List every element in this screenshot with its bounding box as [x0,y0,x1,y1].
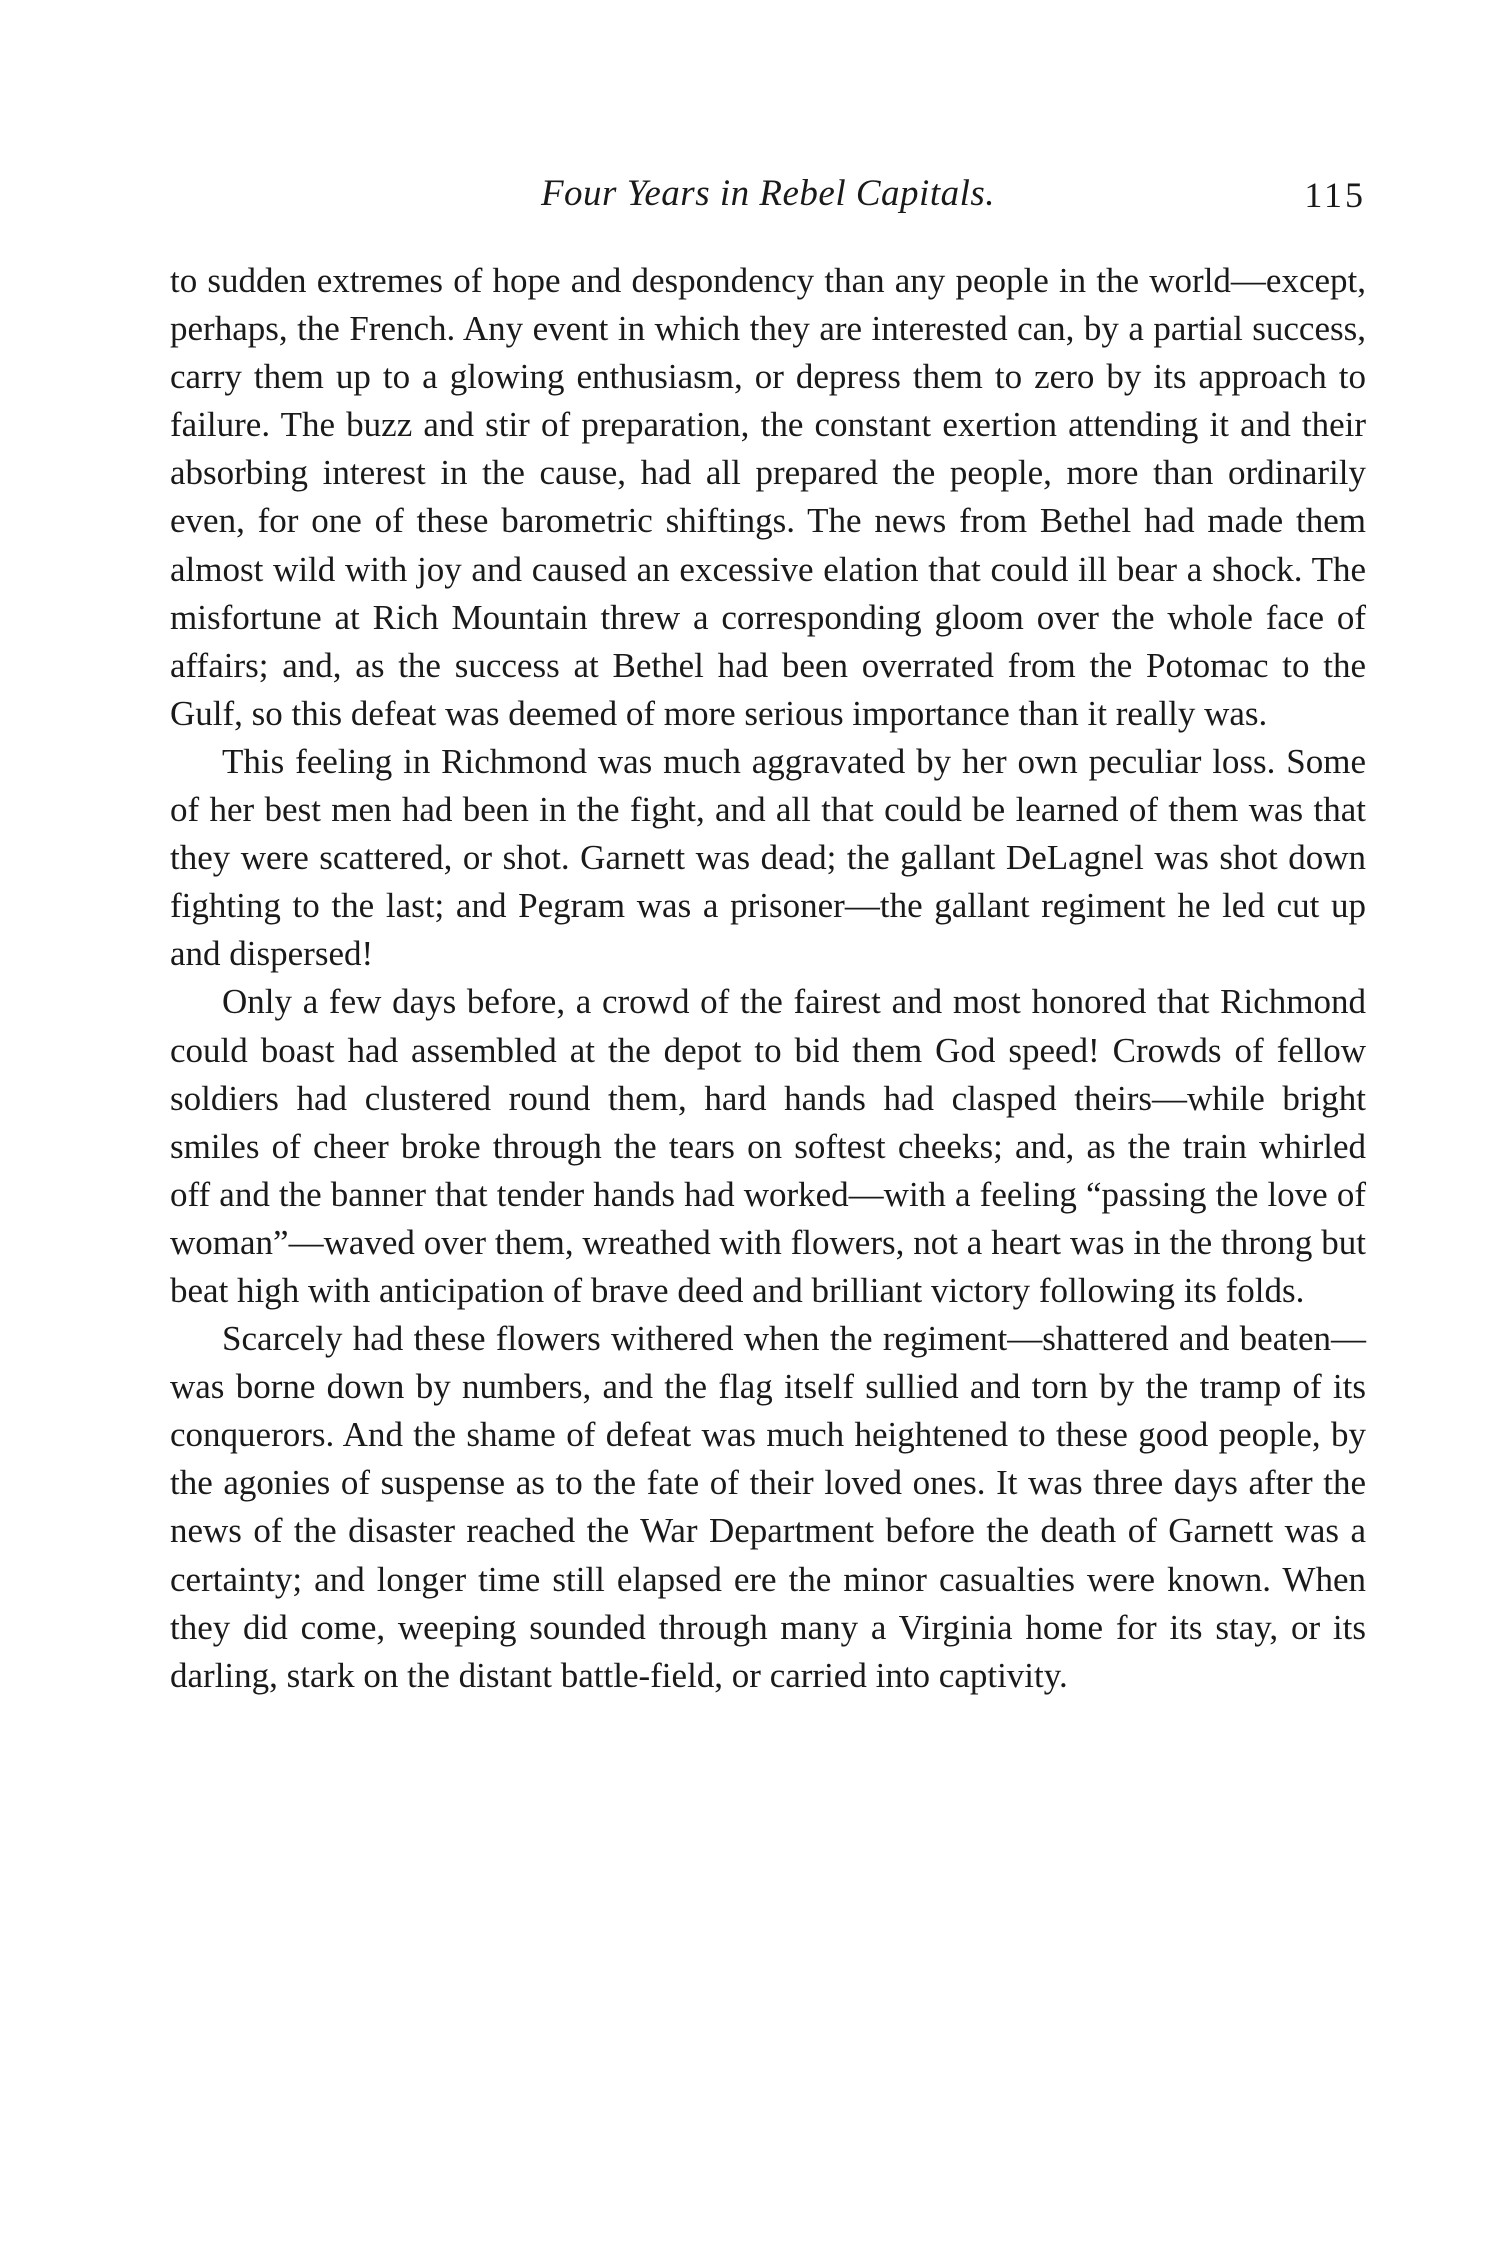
paragraph-4: Scarcely had these flowers withered when the regiment—shattered and beaten—was borne down by numbers, and the flag itself sullied and torn by the tramp of its conquerors. And the shame of defeat was much heightened to these good people, by the agonies of suspense as to the fate of their loved ones. It was three days after the news of the disaster reached the War Department before the death of Garnett was a certainty; and longer time still elapsed ere the minor casualties were known. When they did come, weeping sounded through many a Virginia home for its stay, or its darling, stark on the distant battle-field, or carried into captivity. [170,1319,1366,1695]
paragraph-3: Only a few days before, a crowd of the fairest and most honored that Richmond could boast had assembled at the depot to bid them God speed! Crowds of fellow soldiers had clustered round them, hard hands had clasped theirs—while bright smiles of cheer broke through the tears on softest cheeks; and, as the train whirled off and the banner that tender hands had worked—with a feeling “passing the love of woman”—waved over them, wreathed with flowers, not a heart was in the throng but beat high with anticipation of brave deed and brilliant victory following its folds. [170,982,1366,1310]
paragraph-2: This feeling in Richmond was much aggravated by her own peculiar loss. Some of her best men had been in the fight, and all that could be learned of them was that they were scattered, or shot. Garnett was dead; the gallant DeLagnel was shot down fighting to the last; and Pegram was a prisoner—the gallant regiment he led cut up and dispersed! [170,741,1366,974]
paragraph-1: to sudden extremes of hope and despondency than any people in the world—except, perhaps, the French. Any event in which they are interested can, by a partial success, carry them up to a glowing enthusiasm, or depress them to zero by its approach to failure. The buzz and stir of preparation, the constant exertion attending it and their absorbing interest in the cause, had all prepared the people, more than ordinarily even, for one of these barometric shiftings. The news from Bethel had made them almost wild with joy and caused an excessive elation that could ill bear a shock. The misfortune at Rich Mountain threw a corresponding gloom over the whole face of affairs; and, as the success at Bethel had been overrated from the Potomac to the Gulf, so this defeat was deemed of more serious importance than it really was. [170,261,1366,733]
running-head [170,172,1366,222]
page-number: 115 [1304,175,1366,215]
running-title: Four Years in Rebel Capitals. [540,173,996,214]
body-text [170,257,1366,1700]
